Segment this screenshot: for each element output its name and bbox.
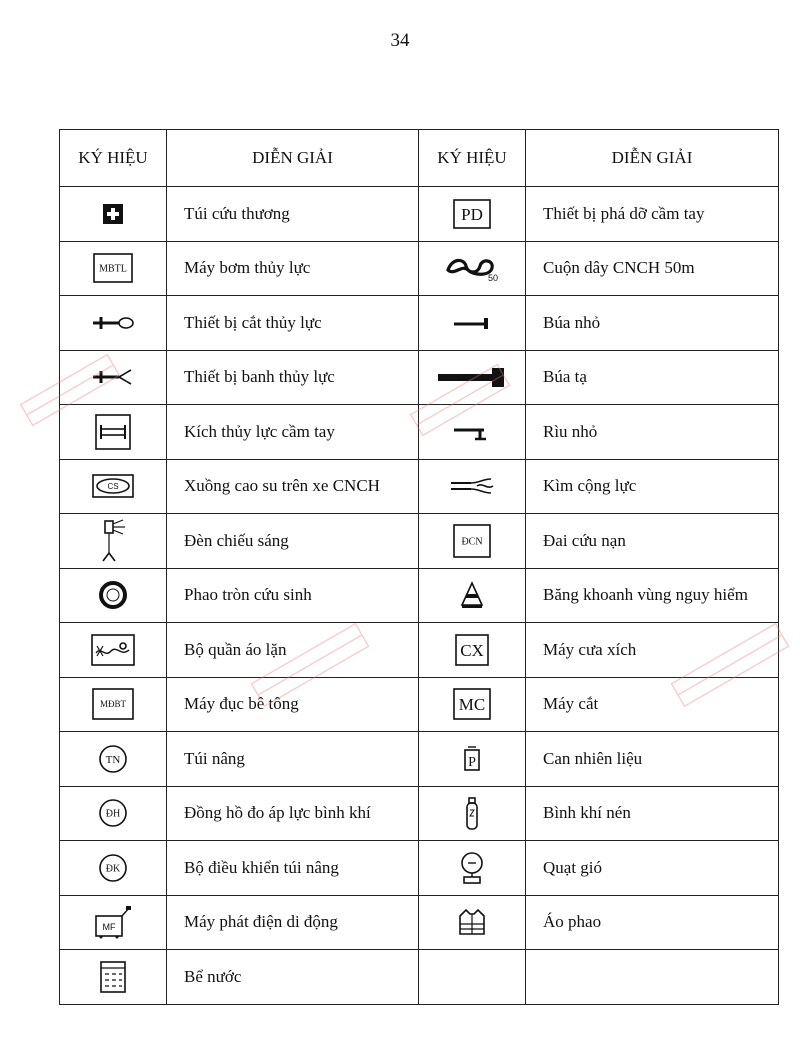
symbol-label: ĐH [105, 808, 121, 820]
pd-box-icon [419, 199, 525, 229]
description-cell: Thiết bị phá dỡ cầm tay [526, 187, 779, 242]
symbol-cell [419, 732, 526, 787]
cx-box-icon [419, 634, 525, 666]
symbol-cell [60, 241, 167, 296]
water-tank-icon [60, 961, 166, 993]
description-cell: Đèn chiếu sáng [167, 514, 419, 569]
dk-circle-icon [60, 853, 166, 883]
table-row [60, 568, 779, 623]
symbol-cell [419, 623, 526, 678]
generator-icon [60, 905, 166, 939]
description-cell: Máy cưa xích [526, 623, 779, 678]
symbol-cell [419, 677, 526, 732]
table-row [60, 514, 779, 569]
description-cell: Phao tròn cứu sinh [167, 568, 419, 623]
description-cell: Bình khí nén [526, 786, 779, 841]
symbol-label: PD [461, 204, 483, 224]
symbol-cell [419, 187, 526, 242]
table-row [60, 677, 779, 732]
description-cell: Máy phát điện di động [167, 895, 419, 950]
symbol-cell [60, 568, 167, 623]
life-vest-icon [419, 908, 525, 936]
symbol-cell [60, 623, 167, 678]
symbol-label: MĐBT [99, 699, 127, 710]
symbol-cell [419, 459, 526, 514]
table-row [60, 350, 779, 405]
table-row [60, 296, 779, 351]
table-row [60, 732, 779, 787]
mc-box-icon [419, 688, 525, 720]
symbol-cell [419, 786, 526, 841]
rubber-boat-icon [60, 474, 166, 498]
dh-circle-icon [60, 798, 166, 828]
mbtl-box-icon [60, 253, 166, 283]
description-cell: Máy đục bê tông [167, 677, 419, 732]
hydraulic-cutter-icon [60, 314, 166, 332]
symbol-label: CS [107, 482, 119, 492]
gas-cylinder-icon [419, 796, 525, 830]
description-cell: Kìm cộng lực [526, 459, 779, 514]
diving-suit-icon [60, 634, 166, 666]
symbol-cell [60, 841, 167, 896]
description-cell: Máy cắt [526, 677, 779, 732]
floodlight-icon [60, 519, 166, 563]
page-number: 34 [390, 30, 410, 51]
sledgehammer-icon [419, 366, 525, 388]
symbol-cell [60, 895, 167, 950]
table-row [60, 950, 779, 1005]
first-aid-kit-icon [60, 202, 166, 226]
symbol-cell [419, 950, 526, 1005]
description-cell: Bộ quần áo lặn [167, 623, 419, 678]
table-row [60, 241, 779, 296]
description-cell: Xuồng cao su trên xe CNCH [167, 459, 419, 514]
symbol-cell [60, 187, 167, 242]
description-cell: Quạt gió [526, 841, 779, 896]
rope-coil-icon [419, 254, 525, 282]
symbol-cell [60, 732, 167, 787]
symbol-label: ĐCN [461, 536, 483, 548]
description-cell: Rìu nhỏ [526, 405, 779, 460]
table-row [60, 405, 779, 460]
symbol-cell [60, 350, 167, 405]
description-cell: Bể nước [167, 950, 419, 1005]
description-cell: Đồng hồ đo áp lực bình khí [167, 786, 419, 841]
symbol-label: MC [458, 695, 486, 715]
symbol-cell [60, 405, 167, 460]
table-row [60, 841, 779, 896]
hydraulic-spreader-icon [60, 367, 166, 387]
header-description-right: DIỄN GIẢI [526, 130, 779, 187]
table-row [60, 623, 779, 678]
symbol-label: MBTL [99, 263, 127, 275]
description-cell: Cuộn dây CNCH 50m [526, 241, 779, 296]
table-header-row [60, 130, 779, 187]
symbol-cell [419, 405, 526, 460]
header-symbol-right: KÝ HIỆU [419, 130, 526, 187]
table-row [60, 187, 779, 242]
symbol-cell [419, 841, 526, 896]
small-hammer-icon [419, 315, 525, 331]
fan-icon [419, 851, 525, 885]
symbol-label: TN [105, 753, 121, 766]
mdbt-box-icon [60, 688, 166, 720]
symbol-cell [419, 296, 526, 351]
description-cell: Kích thủy lực cầm tay [167, 405, 419, 460]
table-row [60, 786, 779, 841]
description-cell: Túi cứu thương [167, 187, 419, 242]
symbol-cell [419, 895, 526, 950]
symbol-cell [419, 568, 526, 623]
symbol-cell [60, 459, 167, 514]
symbol-label: 50 [488, 273, 499, 283]
description-cell: Thiết bị banh thủy lực [167, 350, 419, 405]
symbol-cell [419, 241, 526, 296]
description-cell: Can nhiên liệu [526, 732, 779, 787]
symbol-cell [60, 786, 167, 841]
symbol-label: MF [102, 922, 116, 933]
symbol-cell [419, 514, 526, 569]
small-axe-icon [419, 422, 525, 442]
description-cell: Búa nhỏ [526, 296, 779, 351]
description-cell: Búa tạ [526, 350, 779, 405]
description-cell: Máy bơm thủy lực [167, 241, 419, 296]
symbol-cell [60, 677, 167, 732]
description-cell [526, 950, 779, 1005]
warning-cone-icon [419, 581, 525, 609]
symbol-cell [60, 514, 167, 569]
description-cell: Thiết bị cắt thủy lực [167, 296, 419, 351]
description-cell: Túi nâng [167, 732, 419, 787]
bolt-cutter-icon [419, 476, 525, 496]
description-cell: Bộ điều khiển túi nâng [167, 841, 419, 896]
table-row [60, 459, 779, 514]
symbol-cell [60, 950, 167, 1005]
symbol-cell [60, 296, 167, 351]
description-cell: Áo phao [526, 895, 779, 950]
hydraulic-jack-icon [60, 414, 166, 450]
tn-circle-icon [60, 744, 166, 774]
symbol-label: CX [460, 640, 484, 660]
description-cell: Băng khoanh vùng nguy hiểm [526, 568, 779, 623]
symbol-legend-table [59, 129, 779, 1005]
header-symbol-left: KÝ HIỆU [60, 130, 167, 187]
description-cell: Đai cứu nạn [526, 514, 779, 569]
life-ring-icon [60, 580, 166, 610]
fuel-can-icon [419, 746, 525, 772]
table-row [60, 895, 779, 950]
symbol-label: P [468, 754, 476, 770]
header-description-left: DIỄN GIẢI [167, 130, 419, 187]
symbol-label: ĐK [105, 863, 121, 875]
dcn-box-icon [419, 524, 525, 558]
symbol-cell [419, 350, 526, 405]
